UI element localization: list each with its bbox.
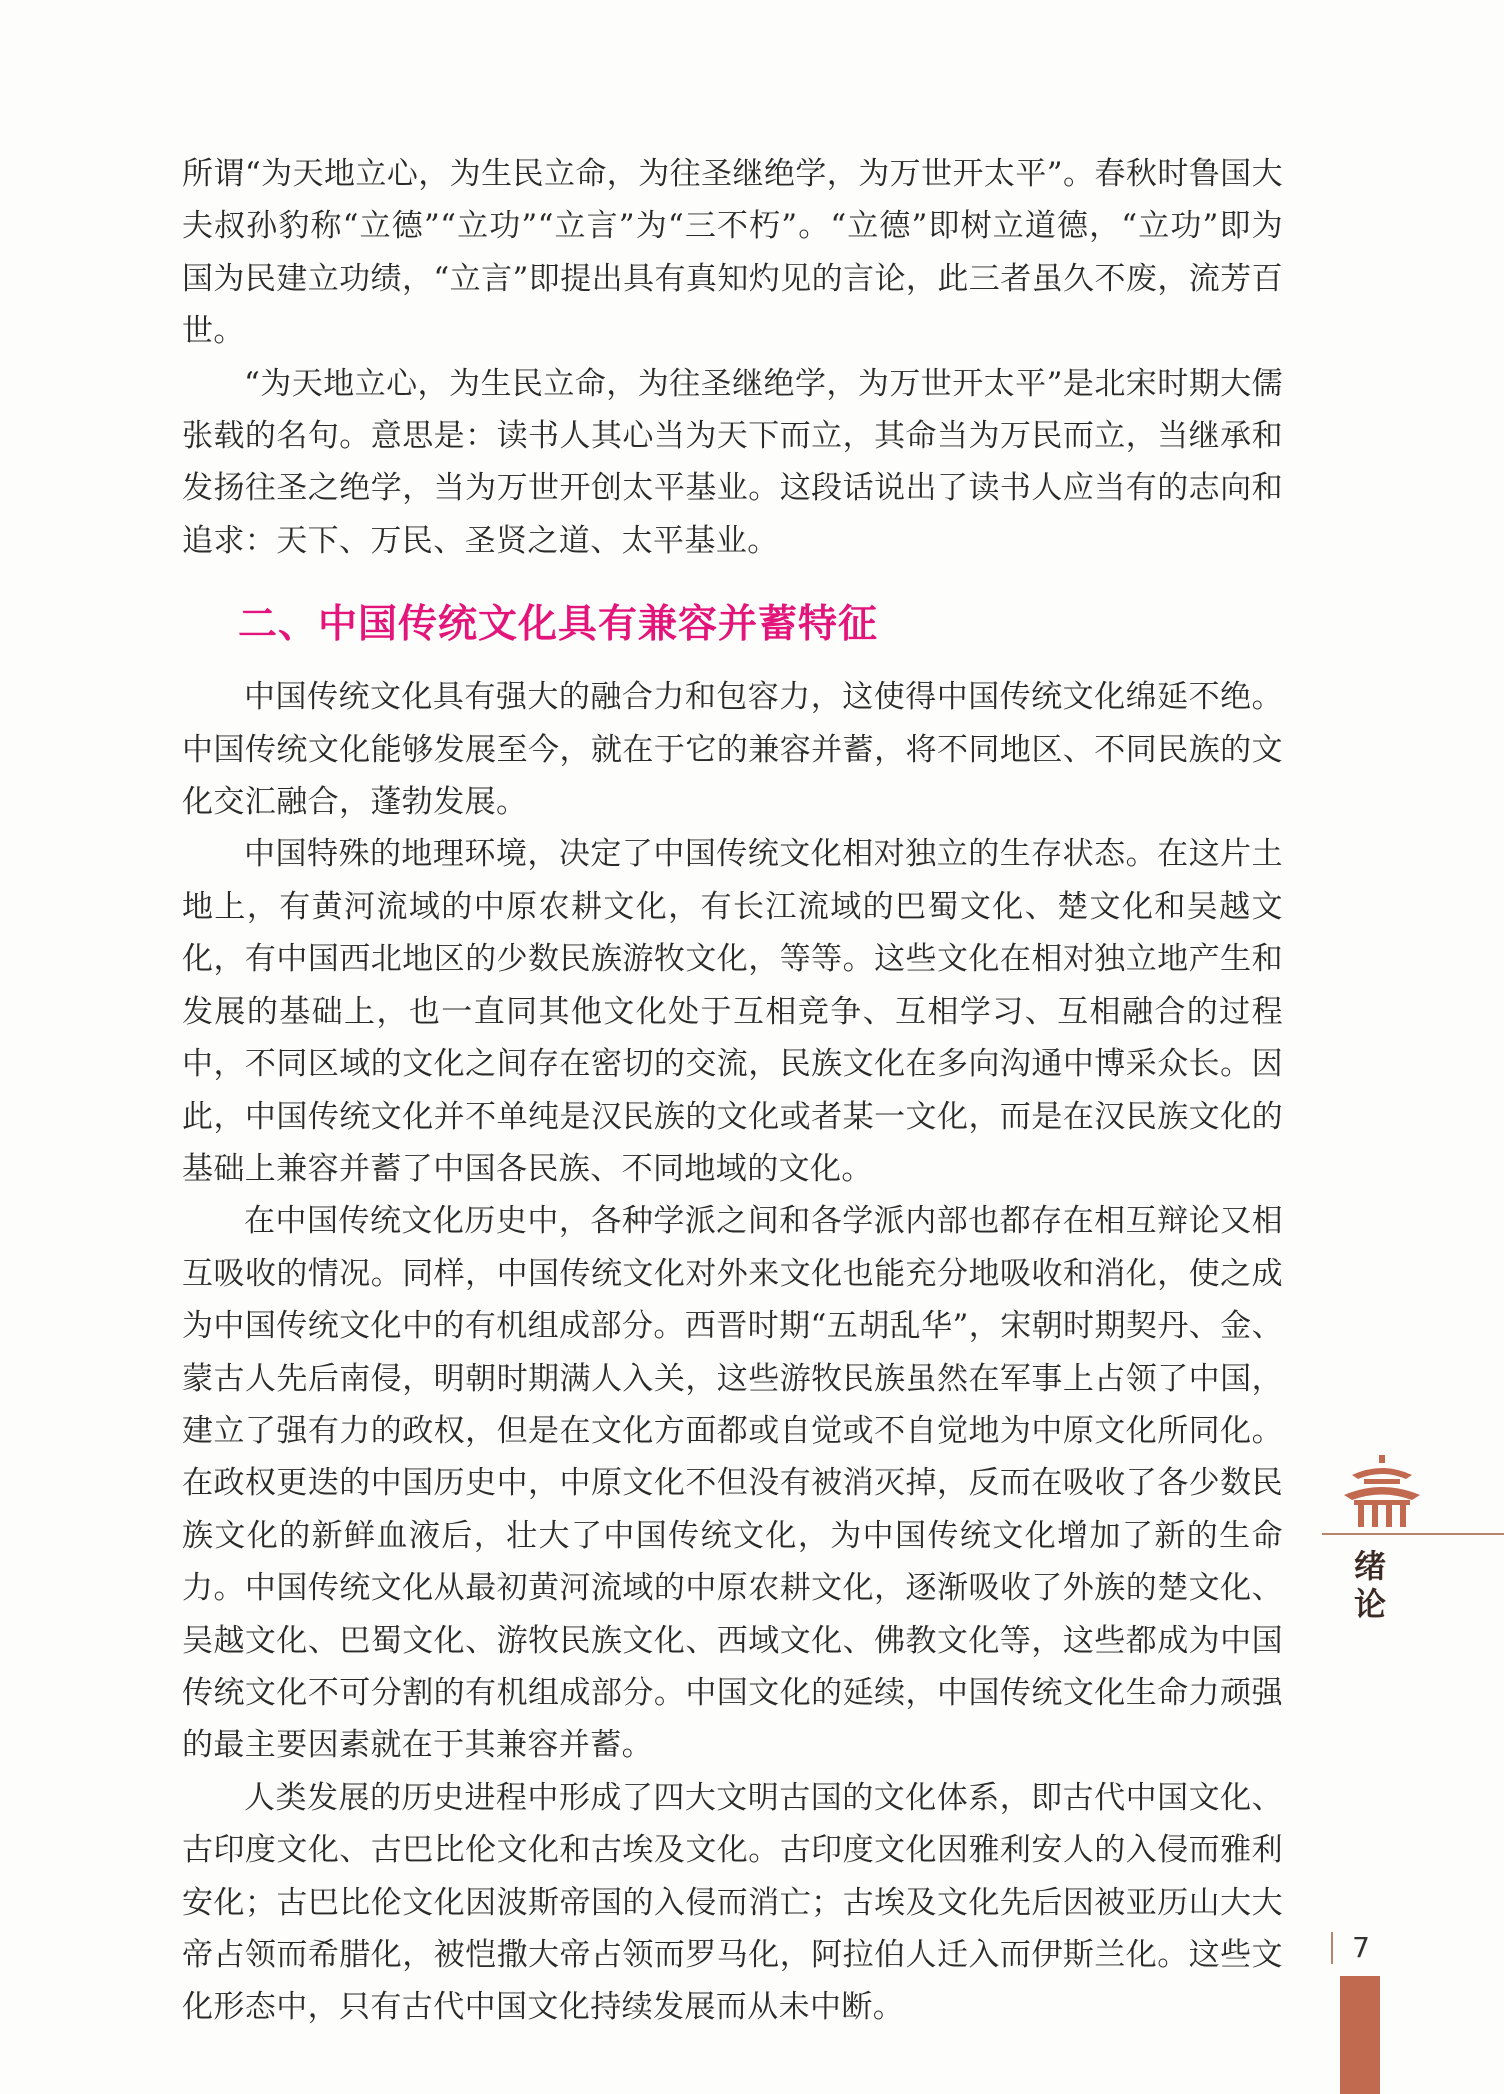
section-heading: 二、中国传统文化具有兼容并蓄特征: [238, 602, 879, 648]
chapter-label: 绪论: [1353, 1547, 1386, 1623]
tab-divider: [1322, 1533, 1504, 1535]
section-paragraph-2: 中国特殊的地理环境，决定了中国传统文化相对独立的生存状态。在这片土地上，有黄河流域的中原农耕文化，有长江流域的巴蜀文化、楚文化和吴越文化，有中国西北地区的少数民族游牧文化，等等。这些文化在相对独立地产生和发展的基础上，也一直同其他文化处于互相竞争、互相学习、互相融合的过程中，不同区域的文化之间存在密切的交流，民族文化在多向沟通中博采众长。因此，中国传统文化并不单纯是汉民族的文化或者某一文化，而是在汉民族文化的基础上兼容并蓄了中国各民族、不同地域的文化。: [182, 836, 1283, 1187]
section-paragraph-1: 中国传统文化具有强大的融合力和包容力，这使得中国传统文化绵延不绝。中国传统文化能够发展至今，就在于它的兼容并蓄，将不同地区、不同民族的文化交汇融合，蓬勃发展。: [182, 679, 1283, 821]
paragraph-1: 所谓“为天地立心，为生民立命，为往圣继绝学，为万世开太平”。春秋时鲁国大夫叔孙豹称“立德”“立功”“立言”为“三不朽”。“立德”即树立道德，“立功”即为国为民建立功绩，“立言”即提出具有真知灼见的言论，此三者虽久不废，流芳百世。: [182, 156, 1283, 350]
page-body: [182, 148, 1283, 2034]
page-number: 7: [1331, 1932, 1389, 1964]
section-paragraph-4: 人类发展的历史进程中形成了四大文明古国的文化体系，即古代中国文化、古印度文化、古巴比伦文化和古埃及文化。古印度文化因雅利安人的入侵而雅利安化；古巴比伦文化因波斯帝国的入侵而消亡；古埃及文化先后因被亚历山大大帝占领而希腊化，被恺撒大帝占领而罗马化，阿拉伯人迁入而伊斯兰化。这些文化形态中，只有古代中国文化持续发展而从未中断。: [182, 1779, 1283, 2026]
page-edge-bar: [1340, 1976, 1380, 2094]
paragraph-2: “为天地立心，为生民立命，为往圣继绝学，为万世开太平”是北宋时期大儒张载的名句。意思是：读书人其心当为天下而立，其命当为万民而立，当继承和发扬往圣之绝学，当为万世开创太平基业。这段话说出了读书人应当有的志向和追求：天下、万民、圣贤之道、太平基业。: [182, 365, 1283, 559]
section-paragraph-3: 在中国传统文化历史中，各种学派之间和各学派内部也都存在相互辩论又相互吸收的情况。同样，中国传统文化对外来文化也能充分地吸收和消化，使之成为中国传统文化中的有机组成部分。西晋时期“五胡乱华”，宋朝时期契丹、金、蒙古人先后南侵，明朝时期满人入关，这些游牧民族虽然在军事上占领了中国，建立了强有力的政权，但是在文化方面都或自觉或不自觉地为中原文化所同化。在政权更迭的中国历史中，中原文化不但没有被消灭掉，反而在吸收了各少数民族文化的新鲜血液后，壮大了中国传统文化，为中国传统文化增加了新的生命力。中国传统文化从最初黄河流域的中原农耕文化，逐渐吸收了外族的楚文化、吴越文化、巴蜀文化、游牧民族文化、西域文化、佛教文化等，这些都成为中国传统文化不可分割的有机组成部分。中国文化的延续，中国传统文化生命力顽强的最主要因素就在于其兼容并蓄。: [182, 1203, 1283, 1764]
pavilion-icon: [1342, 1455, 1422, 1529]
